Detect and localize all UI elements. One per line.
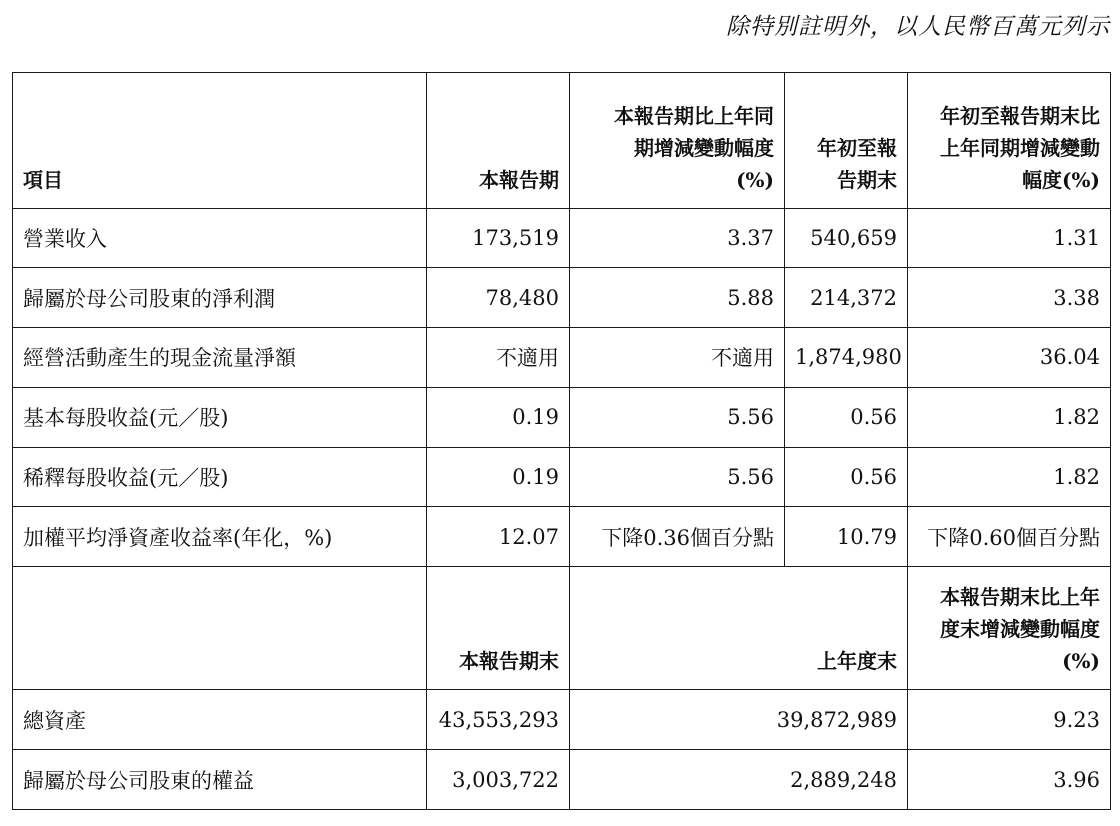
row-ytd-change: 下降0.60個百分點 (908, 507, 1111, 567)
row-balance-change: 9.23 (908, 690, 1111, 750)
header-balance-change: 本報告期末比上年度末增減變動幅度(%) (908, 566, 1111, 690)
row-ytd-change: 3.38 (908, 268, 1111, 328)
row-ytd-change: 1.31 (908, 208, 1111, 268)
row-ytd-change: 36.04 (908, 328, 1111, 388)
row-item: 基本每股收益(元／股) (13, 387, 427, 447)
header-change-current: 本報告期比上年同期增減變動幅度(%) (570, 73, 785, 209)
row-change: 5.88 (570, 268, 785, 328)
header-period-end: 本報告期末 (427, 566, 570, 690)
row-item: 歸屬於母公司股東的淨利潤 (13, 268, 427, 328)
row-ytd: 540,659 (785, 208, 908, 268)
balance-header-row (13, 566, 1111, 690)
row-change: 5.56 (570, 447, 785, 507)
row-item: 營業收入 (13, 208, 427, 268)
row-current: 173,519 (427, 208, 570, 268)
row-current: 0.19 (427, 387, 570, 447)
table-row (13, 208, 1111, 268)
row-ytd: 0.56 (785, 387, 908, 447)
row-current: 12.07 (427, 507, 570, 567)
row-ytd: 0.56 (785, 447, 908, 507)
table-row (13, 690, 1111, 750)
row-current: 0.19 (427, 447, 570, 507)
financial-table (12, 72, 1111, 810)
header-change-ytd: 年初至報告期末比上年同期增減變動幅度(%) (908, 73, 1111, 209)
row-balance-change: 3.96 (908, 750, 1111, 810)
row-ytd: 214,372 (785, 268, 908, 328)
row-ytd: 10.79 (785, 507, 908, 567)
header-blank (13, 566, 427, 690)
row-item: 稀釋每股收益(元／股) (13, 447, 427, 507)
table-row (13, 387, 1111, 447)
header-item: 項目 (13, 73, 427, 209)
row-item: 經營活動產生的現金流量淨額 (13, 328, 427, 388)
row-period-end: 3,003,722 (427, 750, 570, 810)
row-ytd: 1,874,980 (785, 328, 908, 388)
table-row (13, 328, 1111, 388)
row-change: 5.56 (570, 387, 785, 447)
row-ytd-change: 1.82 (908, 387, 1111, 447)
row-period-end: 43,553,293 (427, 690, 570, 750)
row-ytd-change: 1.82 (908, 447, 1111, 507)
row-current: 78,480 (427, 268, 570, 328)
table-row (13, 750, 1111, 810)
table-row (13, 268, 1111, 328)
row-item: 總資產 (13, 690, 427, 750)
header-prior-year-end: 上年度末 (570, 566, 908, 690)
table-row (13, 447, 1111, 507)
row-current: 不適用 (427, 328, 570, 388)
currency-note: 除特別註明外，以人民幣百萬元列示 (726, 14, 1110, 40)
row-prior-year-end: 39,872,989 (570, 690, 908, 750)
row-item: 歸屬於母公司股東的權益 (13, 750, 427, 810)
row-change: 下降0.36個百分點 (570, 507, 785, 567)
row-change: 不適用 (570, 328, 785, 388)
row-change: 3.37 (570, 208, 785, 268)
row-prior-year-end: 2,889,248 (570, 750, 908, 810)
table-row (13, 507, 1111, 567)
header-ytd: 年初至報告期末 (785, 73, 908, 209)
table-header-row (13, 73, 1111, 209)
header-current-period: 本報告期 (427, 73, 570, 209)
row-item: 加權平均淨資產收益率(年化，%) (13, 507, 427, 567)
